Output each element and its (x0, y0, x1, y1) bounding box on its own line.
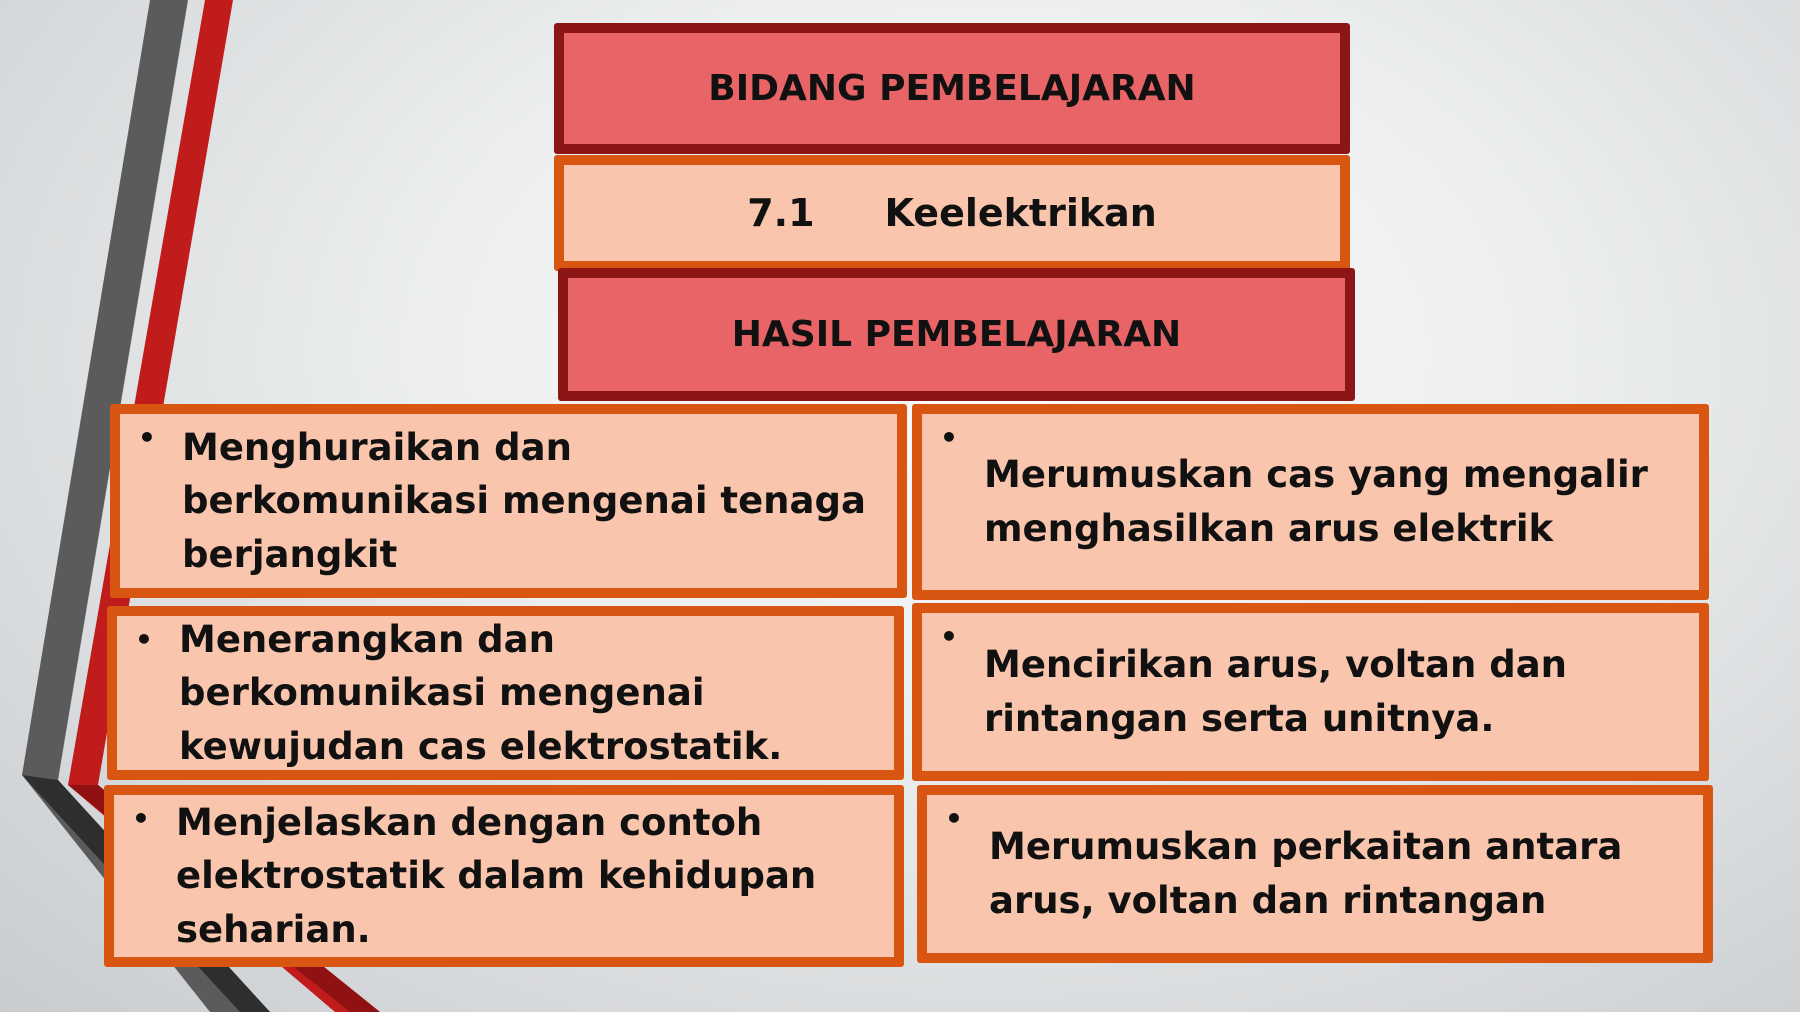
outcome-text: Menghuraikan dan berkomunikasi mengenai tenaga berjangkit (182, 425, 866, 576)
bullet-icon: • (132, 802, 150, 835)
bullet-icon: • (138, 421, 156, 454)
outcome-card-3 (107, 606, 904, 780)
outcome-text: Merumuskan cas yang mengalir menghasilkan arus elektrik (984, 453, 1648, 550)
field-title-box (554, 23, 1350, 154)
outcomes-title-box (558, 268, 1355, 401)
outcome-text: Menerangkan dan berkomunikasi mengenai kewujudan cas elektrostatik. (179, 617, 783, 768)
outcome-text: Menjelaskan dengan contoh elektrostatik dalam kehidupan seharian. (176, 800, 817, 951)
outcome-card-1 (110, 404, 907, 598)
outcome-card-5 (104, 785, 904, 967)
topic-name: Keelektrikan (884, 191, 1157, 235)
outcome-text: Merumuskan perkaitan antara arus, voltan dan rintangan (989, 825, 1623, 922)
bullet-icon: • (940, 620, 958, 653)
outcome-text: Mencirikan arus, voltan dan rintangan serta unitnya. (984, 643, 1568, 740)
outcomes-title: HASIL PEMBELAJARAN (731, 314, 1182, 355)
outcome-card-2 (912, 404, 1709, 600)
outcome-card-6 (917, 785, 1713, 963)
bullet-icon: • (940, 421, 958, 454)
bullet-icon: • (945, 802, 963, 835)
topic-box (554, 155, 1350, 271)
outcome-card-4 (912, 603, 1709, 781)
bullet-icon: • (135, 623, 153, 656)
topic-number: 7.1 (747, 191, 815, 235)
field-title: BIDANG PEMBELAJARAN (708, 68, 1196, 109)
